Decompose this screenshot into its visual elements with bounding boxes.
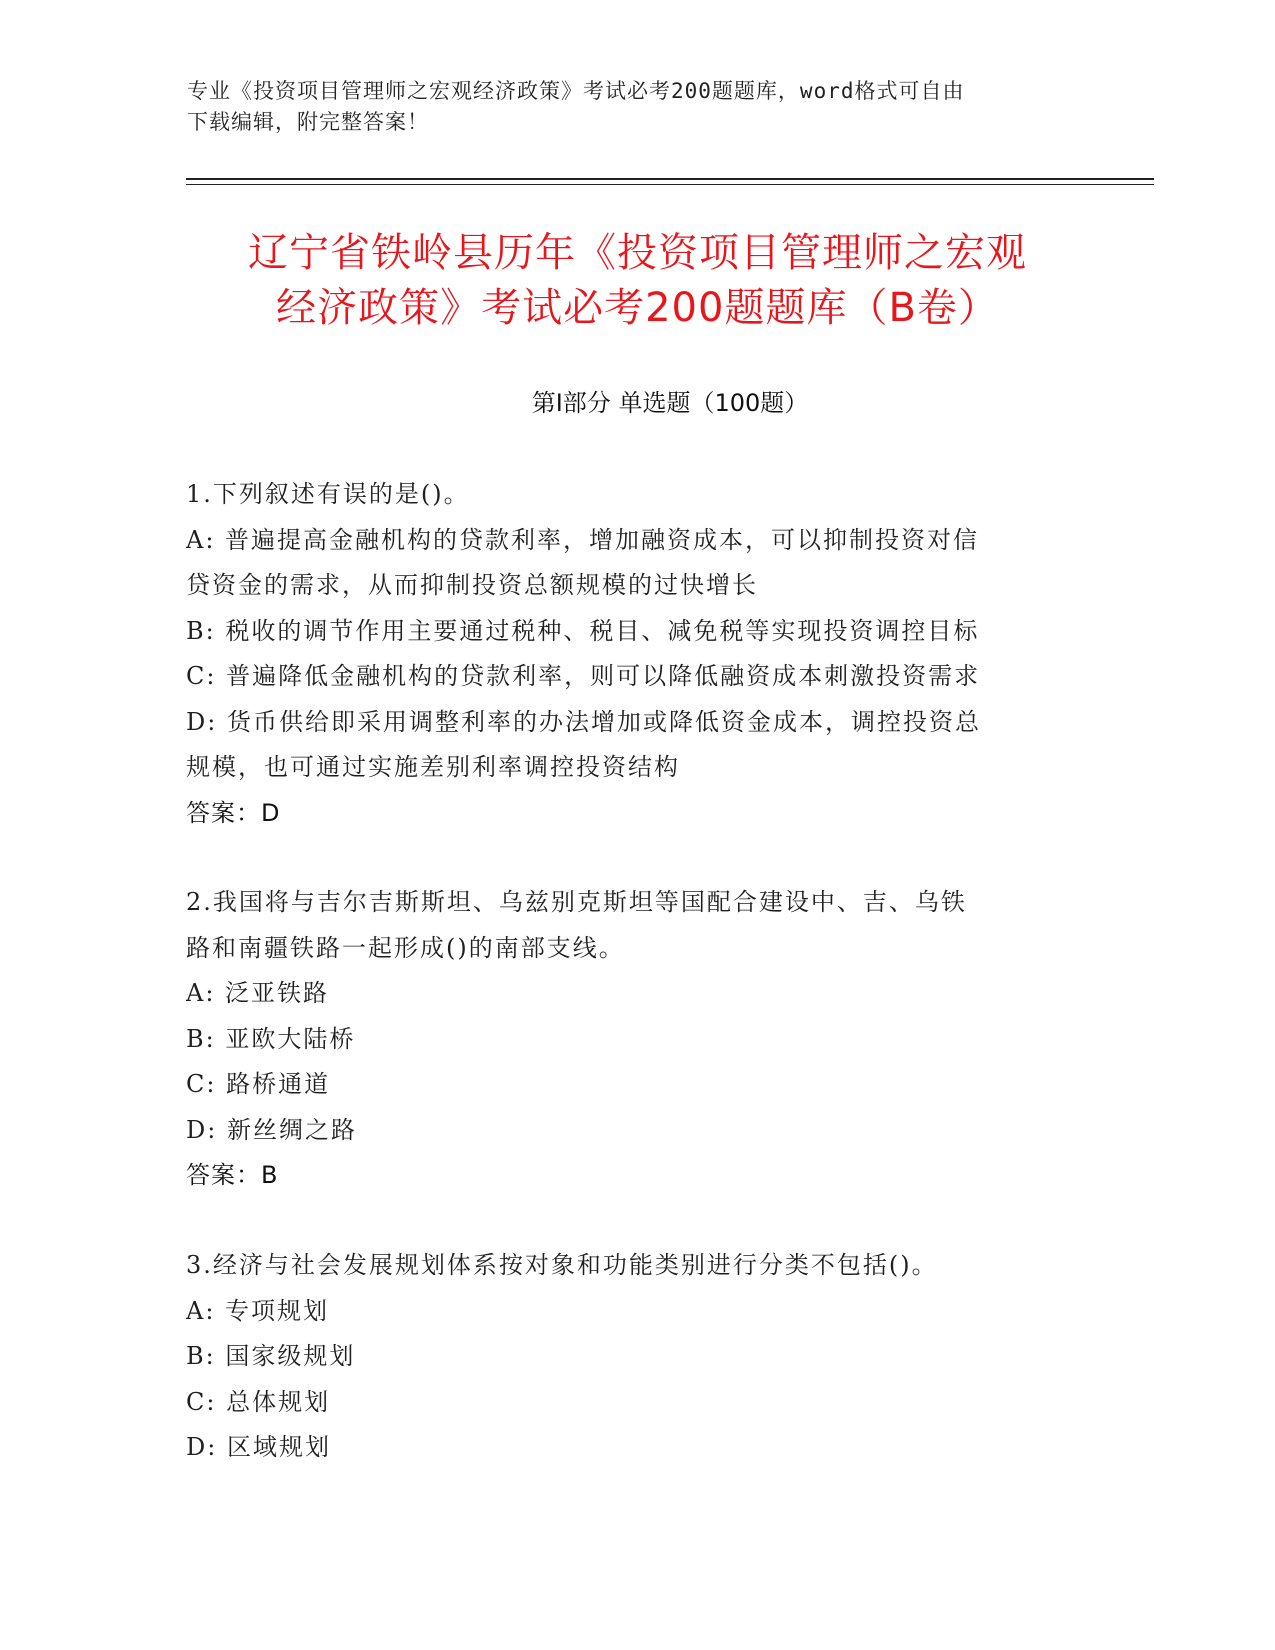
question-stem: 1.下列叙述有误的是()。 bbox=[186, 480, 470, 508]
option-b: B: 税收的调节作用主要通过税种、税目、减免税等实现投资调控目标 bbox=[186, 616, 980, 645]
answer: 答案：B bbox=[186, 1161, 279, 1189]
question-2 bbox=[186, 880, 1086, 1199]
header-note-line: 专业《投资项目管理师之宏观经济政策》考试必考200题题库，word格式可自由 bbox=[187, 79, 965, 103]
header-note-line: 下载编辑，附完整答案！ bbox=[187, 110, 429, 134]
answer: 答案：D bbox=[186, 798, 281, 827]
option-a-continued: 贷资金的需求，从而抑制投资总额规模的过快增长 bbox=[186, 571, 758, 599]
document-title-line: 辽宁省铁岭县历年《投资项目管理师之宏观 bbox=[248, 230, 1027, 276]
question-stem: 3.经济与社会发展规划体系按对象和功能类别进行分类不包括()。 bbox=[186, 1251, 938, 1279]
section-title: 第Ⅰ部分 单选题（100题） bbox=[531, 389, 809, 417]
option-d-continued: 规模，也可通过实施差别利率调控投资结构 bbox=[186, 753, 680, 781]
header-divider-thin bbox=[186, 184, 1154, 185]
header-note bbox=[187, 76, 1067, 138]
option-c: C: 路桥通道 bbox=[186, 1070, 331, 1098]
document-title bbox=[160, 226, 1115, 336]
option-d: D: 货币供给即采用调整利率的办法增加或降低资金成本，调控投资总 bbox=[186, 707, 981, 736]
option-d: D: 新丝绸之路 bbox=[186, 1115, 357, 1144]
option-c: C: 普遍降低金融机构的贷款利率，则可以降低融资成本刺激投资需求 bbox=[186, 662, 981, 690]
option-a: A: 普遍提高金融机构的贷款利率，增加融资成本，可以抑制投资对信 bbox=[186, 525, 980, 554]
header-divider-thick bbox=[186, 178, 1154, 180]
document-title-line: 经济政策》考试必考200题题库（B卷） bbox=[276, 285, 999, 331]
question-stem: 2.我国将与吉尔吉斯斯坦、乌兹别克斯坦等国配合建设中、吉、乌铁 bbox=[186, 888, 967, 916]
option-b: B: 亚欧大陆桥 bbox=[186, 1024, 356, 1053]
option-b: B: 国家级规划 bbox=[186, 1342, 356, 1370]
option-d: D: 区域规划 bbox=[186, 1433, 331, 1461]
question-1 bbox=[186, 472, 1086, 836]
question-3 bbox=[186, 1243, 1086, 1471]
option-a: A: 泛亚铁路 bbox=[186, 979, 330, 1007]
question-stem-continued: 路和南疆铁路一起形成()的南部支线。 bbox=[186, 933, 625, 962]
option-c: C: 总体规划 bbox=[186, 1387, 331, 1416]
option-a: A: 专项规划 bbox=[186, 1296, 330, 1325]
